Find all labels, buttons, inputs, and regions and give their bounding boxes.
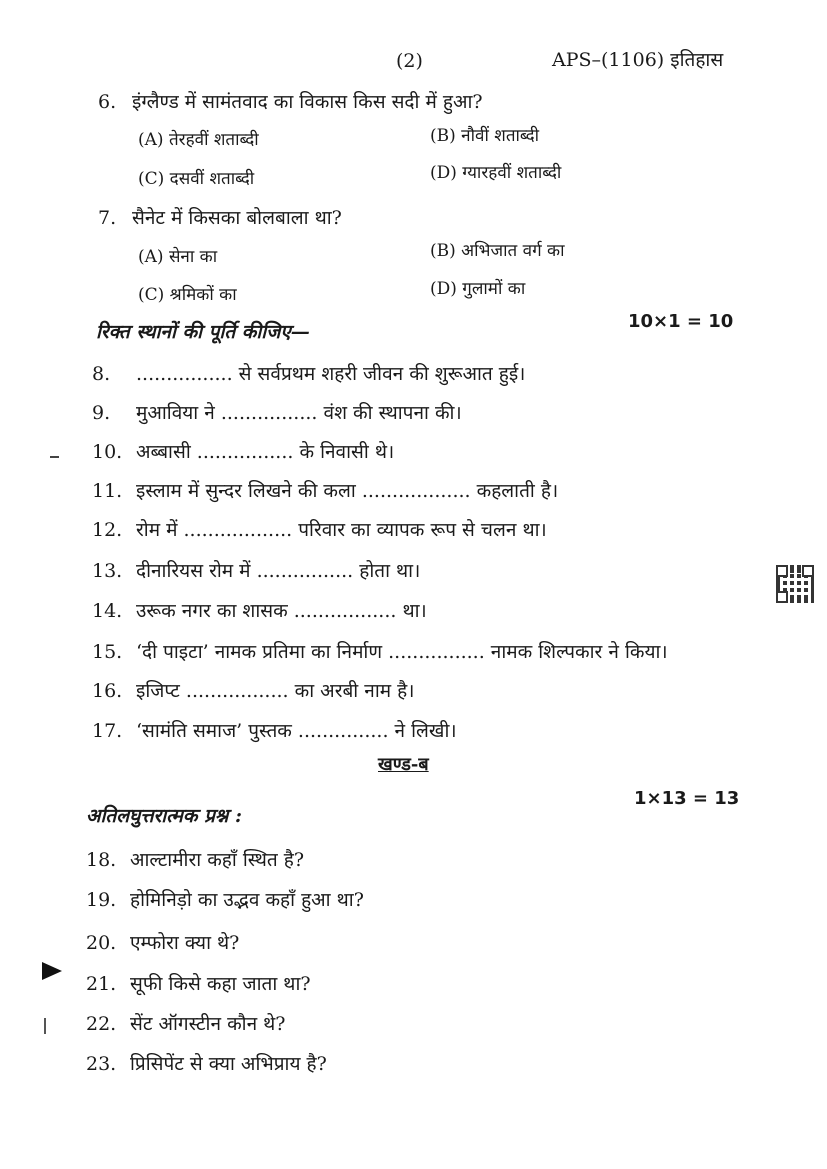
q7-option-c: (C) श्रमिकों का: [138, 285, 237, 305]
q6-option-b: (B) नौवीं शताब्दी: [430, 126, 540, 146]
question-text: ‘दी पाइटा’ नामक प्रतिमा का निर्माण ................ नामक शिल्पकार ने किया।: [136, 641, 668, 663]
question-number: 16.: [92, 680, 123, 702]
question-19: [86, 886, 364, 912]
question-number: 13.: [92, 560, 123, 582]
section-title-fill-blanks: रिक्त स्थानों की पूर्ति कीजिए—: [96, 321, 310, 343]
question-6: [98, 88, 483, 114]
qr-finder-mark: [776, 591, 788, 603]
question-text: सेंट ऑगस्टीन कौन थे?: [130, 1013, 286, 1035]
question-10: [92, 438, 394, 464]
question-23: [86, 1050, 327, 1076]
question-text: ‘सामंति समाज’ पुस्तक ............... ने लिखी।: [136, 720, 457, 742]
question-20: [86, 929, 239, 955]
question-number: 9.: [92, 402, 111, 424]
question-number: 8.: [92, 363, 111, 385]
question-text: इजिप्ट ................. का अरबी नाम है।: [136, 680, 415, 702]
question-number: 19.: [86, 889, 117, 911]
question-number: 10.: [92, 441, 123, 463]
question-text: मुआविया ने ................ वंश की स्थापना की।: [136, 402, 462, 424]
margin-dash: [50, 456, 59, 458]
page-number: (2): [396, 50, 423, 72]
q6-option-c: (C) दसवीं शताब्दी: [138, 169, 255, 189]
question-22: [86, 1010, 286, 1036]
triangle-mark-icon: [42, 962, 62, 980]
question-text: सूफी किसे कहा जाता था?: [130, 973, 311, 995]
section-heading-khand-b: खण्ड-ब: [378, 754, 429, 775]
q7-option-a: (A) सेना का: [138, 247, 218, 267]
question-text: अब्बासी ................ के निवासी थे।: [136, 441, 395, 463]
q6-option-a: (A) तेरहवीं शताब्दी: [138, 130, 259, 150]
question-number: 11.: [92, 480, 123, 502]
question-21: [86, 970, 311, 996]
section-marks: 10×1 = 10: [628, 311, 734, 332]
question-9: [92, 399, 462, 425]
question-number: 12.: [92, 519, 123, 541]
question-text: प्रिसिपेंट से क्या अभिप्राय है?: [130, 1053, 327, 1075]
question-17: [92, 717, 457, 743]
question-text: होमिनिड़ो का उद्भव कहाँ हुआ था?: [130, 889, 364, 911]
question-number: 14.: [92, 600, 123, 622]
section-marks: 1×13 = 13: [634, 788, 740, 809]
question-11: [92, 477, 558, 503]
question-16: [92, 677, 414, 703]
question-number: 21.: [86, 973, 117, 995]
question-7: [98, 204, 342, 230]
margin-mark: [44, 1018, 46, 1034]
question-text: इंग्लैण्ड में सामंतवाद का विकास किस सदी में हुआ?: [132, 91, 483, 113]
qr-finder-mark: [776, 565, 788, 577]
question-number: 23.: [86, 1053, 117, 1075]
question-12: [92, 516, 547, 542]
question-number: 20.: [86, 932, 117, 954]
question-text: ................ से सर्वप्रथम शहरी जीवन की शुरूआत हुई।: [136, 363, 526, 385]
question-8: [92, 360, 525, 386]
question-15: [92, 638, 668, 664]
question-text: दीनारियस रोम में ................ होता था।: [136, 560, 421, 582]
question-text: रोम में .................. परिवार का व्यापक रूप से चलन था।: [136, 519, 547, 541]
qr-code-icon: [776, 565, 814, 603]
qr-finder-mark: [802, 565, 814, 577]
question-text: एम्फोरा क्या थे?: [130, 932, 240, 954]
question-number: 17.: [92, 720, 123, 742]
question-13: [92, 557, 420, 583]
section-title-short-answer: अतिलघुत्तरात्मक प्रश्न :: [86, 805, 242, 827]
question-number: 7.: [98, 207, 117, 229]
question-14: [92, 597, 427, 623]
q7-option-d: (D) गुलामों का: [430, 279, 526, 299]
question-number: 6.: [98, 91, 117, 113]
q7-option-b: (B) अभिजात वर्ग का: [430, 241, 565, 261]
question-number: 22.: [86, 1013, 117, 1035]
question-number: 15.: [92, 641, 123, 663]
question-18: [86, 846, 304, 872]
question-number: 18.: [86, 849, 117, 871]
question-text: आल्टामीरा कहाँ स्थित है?: [130, 849, 305, 871]
question-text: इस्लाम में सुन्दर लिखने की कला .................. कहलाती है।: [136, 480, 559, 502]
question-text: उरूक नगर का शासक ................. था।: [136, 600, 427, 622]
q6-option-d: (D) ग्यारहवीं शताब्दी: [430, 163, 562, 183]
question-text: सैनेट में किसका बोलबाला था?: [132, 207, 342, 229]
paper-code: APS–(1106) इतिहास: [552, 49, 724, 71]
